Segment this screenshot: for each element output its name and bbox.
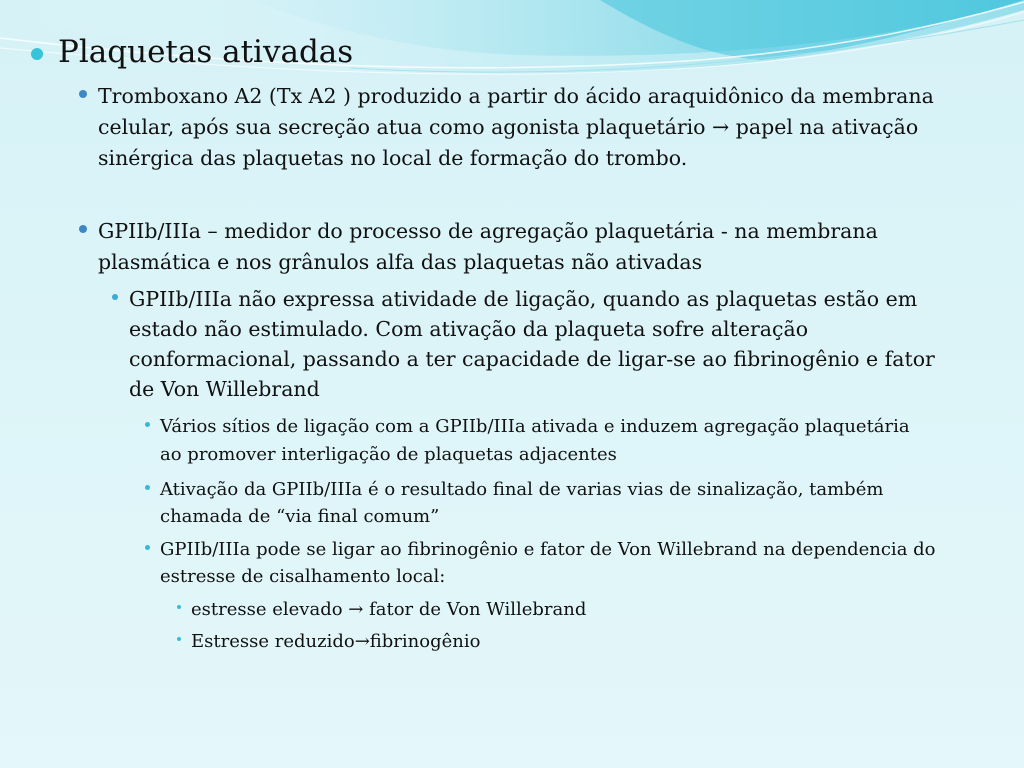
bullet-text-line: Ativação da GPIIb/IIIa é o resultado final de varias vias de sinalização, também xyxy=(160,479,884,500)
bullet-text-line: celular, após sua secreção atua como agonista plaquetário → papel na ativação xyxy=(98,115,919,139)
bullet-dot-icon xyxy=(177,605,181,609)
bullet-text-line: plasmática e nos grânulos alfa das plaquetas não ativadas xyxy=(98,250,703,274)
bullet-text-line: estado não estimulado. Com ativação da plaqueta sofre alteração xyxy=(129,317,809,341)
bullet-dot-icon xyxy=(31,48,43,60)
bullet-text-line: sinérgica das plaquetas no local de formação do trombo. xyxy=(98,146,688,170)
bullet-dot-icon xyxy=(145,545,150,550)
bullet-text-line: GPIIb/IIIa – medidor do processo de agregação plaquetária - na membrana xyxy=(98,219,878,243)
bullet-text-line: GPIIb/IIIa pode se ligar ao fibrinogênio e fator de Von Willebrand na dependencia do xyxy=(160,539,936,560)
bullet-text-line: de Von Willebrand xyxy=(129,377,320,401)
slide-title: Plaquetas ativadas xyxy=(58,34,354,70)
bullet-text-line: Vários sítios de ligação com a GPIIb/IIIa ativada e induzem agregação plaquetária xyxy=(160,416,910,437)
bullet-text-line: GPIIb/IIIa não expressa atividade de ligação, quando as plaquetas estão em xyxy=(129,287,918,311)
bullet-dot-icon xyxy=(79,225,87,233)
bullet-text-line: Estresse reduzido→fibrinogênio xyxy=(191,631,481,652)
bullet-dot-icon xyxy=(112,294,118,300)
bullet-text-line: estresse elevado → fator de Von Willebrand xyxy=(191,599,587,620)
bullet-text-line: estresse de cisalhamento local: xyxy=(160,566,446,587)
bullet-text-line: ao promover interligação de plaquetas adjacentes xyxy=(160,444,617,465)
bullet-dot-icon xyxy=(145,485,150,490)
bullet-dot-icon xyxy=(145,422,150,427)
bullet-dot-icon xyxy=(177,637,181,641)
bullet-dot-icon xyxy=(79,90,87,98)
bullet-text-line: Tromboxano A2 (Tx A2 ) produzido a partir do ácido araquidônico da membrana xyxy=(98,84,934,108)
bullet-text-line: conformacional, passando a ter capacidade de ligar-se ao fibrinogênio e fator xyxy=(129,347,935,371)
bullet-text-line: chamada de “via final comum” xyxy=(160,506,440,527)
